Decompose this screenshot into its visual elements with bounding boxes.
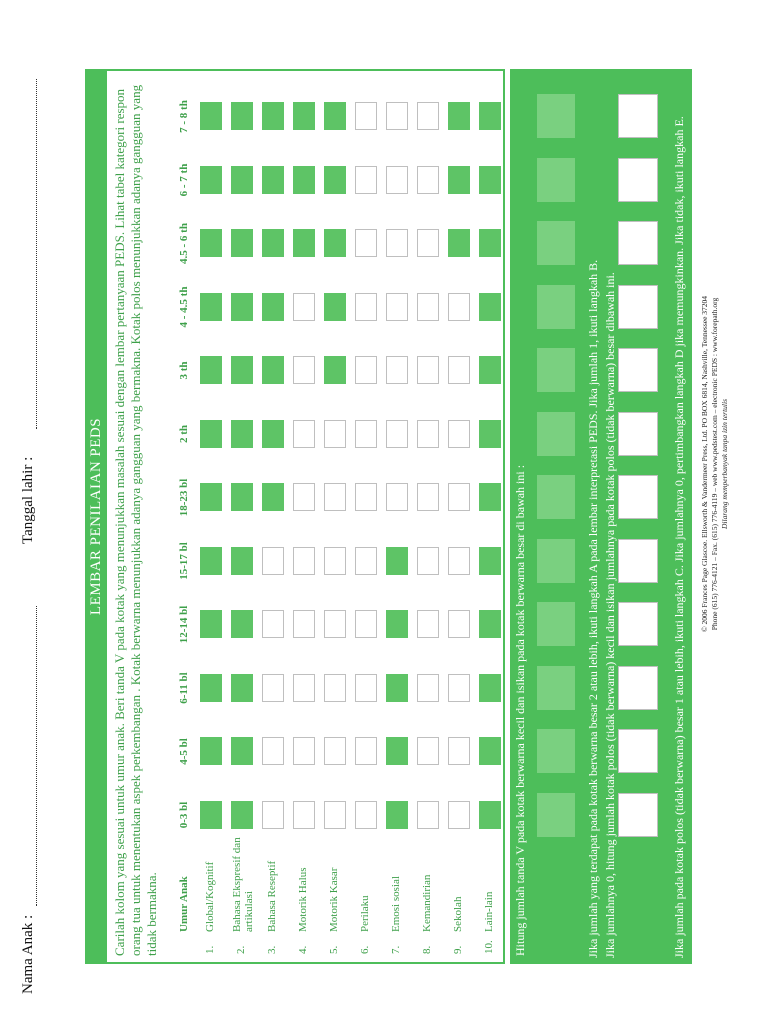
plain-total-box[interactable] [618,349,658,393]
colored-check-box[interactable] [231,103,253,131]
row-label: Kemandirian [421,874,433,932]
colored-check-box[interactable] [200,166,222,194]
plain-total-box[interactable] [618,666,658,710]
colored-check-box[interactable] [231,801,253,829]
age-column-header: 18-23 bl [178,478,190,517]
colored-check-box[interactable] [324,103,346,131]
plain-check-box[interactable] [324,484,346,512]
plain-check-box[interactable] [262,738,284,766]
plain-check-box[interactable] [355,103,377,131]
plain-check-box[interactable] [293,674,315,702]
plain-check-box[interactable] [262,611,284,639]
plain-total-box[interactable] [618,539,658,583]
plain-total-box[interactable] [618,285,658,329]
age-column-header: 4 - 4.5 th [178,286,190,328]
plain-check-box[interactable] [417,611,439,639]
age-column-header: 4.5 - 6 th [178,223,190,264]
row-number: 4. [297,945,309,954]
colored-total-box[interactable] [537,730,575,774]
colored-check-box[interactable] [231,484,253,512]
colored-check-box[interactable] [386,547,408,575]
row-number: 2. [235,945,247,954]
colored-total-box[interactable] [537,539,575,583]
colored-check-box[interactable] [479,611,501,639]
colored-check-box[interactable] [262,484,284,512]
footer-contact: Phone (615) 776-4121 – Fax. (615) 776-4119 – web www.pedstest.com – electronic PEDS : www.forepath.org [710,297,719,631]
colored-check-box[interactable] [231,230,253,258]
colored-check-box[interactable] [293,166,315,194]
plain-check-box[interactable] [386,230,408,258]
plain-total-box[interactable] [618,222,658,266]
plain-check-box[interactable] [355,420,377,448]
plain-check-box[interactable] [355,674,377,702]
colored-check-box[interactable] [262,420,284,448]
plain-total-box[interactable] [618,730,658,774]
plain-total-box[interactable] [618,476,658,520]
row-number: 6. [359,945,371,954]
colored-check-box[interactable] [448,230,470,258]
row-number: 5. [328,945,340,954]
row-label: Bahasa Ekspresif dan artikulasi [231,837,255,932]
plain-check-box[interactable] [448,293,470,321]
plain-check-box[interactable] [293,420,315,448]
colored-check-box[interactable] [200,674,222,702]
plain-check-box[interactable] [355,547,377,575]
plain-check-box[interactable] [386,103,408,131]
age-column-header: 4-5 bl [178,738,190,765]
row-number: 7. [390,945,402,954]
colored-check-box[interactable] [200,357,222,385]
colored-total-box[interactable] [537,793,575,837]
plain-check-box[interactable] [355,357,377,385]
row-label: Emosi sosial [390,876,402,932]
plain-check-box[interactable] [355,230,377,258]
row-label: Motorik Halus [297,867,309,932]
footer [700,164,730,764]
colored-check-box[interactable] [479,801,501,829]
dob-label: Tanggal lahir : [20,456,36,544]
plain-check-box[interactable] [262,547,284,575]
colored-check-box[interactable] [262,230,284,258]
row-label: Sekolah [452,896,464,932]
plain-check-box[interactable] [386,166,408,194]
colored-check-box[interactable] [479,293,501,321]
plain-check-box[interactable] [417,357,439,385]
plain-check-box[interactable] [293,293,315,321]
row-number: 1. [204,945,216,954]
age-column-header: 6-11 bl [178,672,190,704]
colored-check-box[interactable] [231,166,253,194]
step-b-section [666,69,692,964]
step-a-line2: Jika jumlahnya 0, hitung jumlah kotak polos (tidak berwarna) kecil dan isikan jumlahnya pada kotak polos (tidak berwarna) besar dibawah ini. [603,272,617,958]
plain-check-box[interactable] [417,293,439,321]
plain-check-box[interactable] [417,103,439,131]
plain-total-box[interactable] [618,603,658,647]
row-label: Bahasa Reseptif [266,860,278,932]
plain-check-box[interactable] [386,293,408,321]
plain-check-box[interactable] [386,420,408,448]
age-column-header: 7 - 8 th [178,100,190,133]
age-column-header: 6 - 7 th [178,163,190,197]
child-name-label: Nama Anak : [20,914,36,994]
colored-check-box[interactable] [324,230,346,258]
footer-copyright: © 2006 Frances Page Glascoe. Ellsworth & Vandermeer Press, Ltd. PO BOX 6814, Nashville, Tennessee 37204 [700,295,709,633]
plain-check-box[interactable] [417,166,439,194]
colored-check-box[interactable] [231,547,253,575]
plain-check-box[interactable] [417,674,439,702]
age-column-header: 0-3 bl [178,801,190,829]
colored-check-box[interactable] [262,166,284,194]
colored-check-box[interactable] [200,293,222,321]
colored-check-box[interactable] [479,357,501,385]
plain-check-box[interactable] [417,484,439,512]
plain-check-box[interactable] [355,801,377,829]
plain-total-box[interactable] [618,158,658,202]
plain-check-box[interactable] [324,547,346,575]
colored-total-box[interactable] [537,666,575,710]
plain-check-box[interactable] [293,547,315,575]
colored-check-box[interactable] [479,230,501,258]
colored-check-box[interactable] [200,230,222,258]
plain-check-box[interactable] [293,801,315,829]
plain-check-box[interactable] [448,801,470,829]
colored-check-box[interactable] [479,738,501,766]
colored-check-box[interactable] [386,801,408,829]
row-label: Global/Kognitif [204,861,216,932]
plain-check-box[interactable] [448,357,470,385]
colored-check-box[interactable] [448,166,470,194]
plain-check-box[interactable] [355,166,377,194]
plain-check-box[interactable] [417,230,439,258]
row-number: 3. [266,945,278,954]
colored-check-box[interactable] [479,484,501,512]
colored-check-box[interactable] [386,738,408,766]
row-number: 8. [421,945,433,954]
colored-check-box[interactable] [231,674,253,702]
step-b-text: Jika jumlah pada kotak polos (tidak berwarna) besar 1 atau lebih, ikuti langkah C. Jika jumlahnya 0, pertimbangkan langkah D jika memungkinkan. Jika tidak, ikuti langkah E. [672,116,686,958]
plain-check-box[interactable] [417,547,439,575]
plain-check-box[interactable] [448,484,470,512]
colored-total-box[interactable] [537,412,575,456]
colored-total-box[interactable] [537,349,575,393]
colored-check-box[interactable] [293,103,315,131]
colored-check-box[interactable] [262,103,284,131]
colored-check-box[interactable] [479,166,501,194]
colored-check-box[interactable] [386,674,408,702]
colored-total-box[interactable] [537,95,575,139]
colored-check-box[interactable] [200,103,222,131]
plain-check-box[interactable] [448,674,470,702]
row-label: Perilaku [359,895,371,932]
instructions-text: Carilah kolom yang sesuai untuk umur anak. Beri tanda V pada kotak yang menunjukkan masalah sesuai dengan lembar pertanyaan PEDS. Lihat tabel kategori respon orang tua untuk menentukan aspek perkembangan . Kotak berwarna menunjukkan adanya gangguan yang bermakna. Kotak polos menunjukkan adanya gangguan yang tidak bermakna. [112,84,159,956]
colored-total-box[interactable] [537,603,575,647]
colored-check-box[interactable] [479,547,501,575]
age-column-header: 3 th [178,361,190,380]
colored-check-box[interactable] [262,357,284,385]
age-header: Umur Anak [178,876,190,932]
plain-check-box[interactable] [355,611,377,639]
colored-check-box[interactable] [479,674,501,702]
row-label: Motorik Kasar [328,867,340,932]
plain-check-box[interactable] [293,357,315,385]
plain-check-box[interactable] [324,674,346,702]
plain-check-box[interactable] [417,420,439,448]
age-column-header: 12-14 bl [178,605,190,644]
colored-check-box[interactable] [200,547,222,575]
colored-check-box[interactable] [231,420,253,448]
plain-check-box[interactable] [448,547,470,575]
age-column-header: 15-17 bl [178,542,190,580]
row-number: 9. [452,945,464,954]
colored-total-box[interactable] [537,476,575,520]
plain-check-box[interactable] [386,357,408,385]
plain-check-box[interactable] [324,420,346,448]
row-label: Lain-lain [483,891,495,932]
plain-check-box[interactable] [324,801,346,829]
colored-total-box[interactable] [537,158,575,202]
plain-check-box[interactable] [293,484,315,512]
colored-check-box[interactable] [200,611,222,639]
colored-check-box[interactable] [200,420,222,448]
plain-total-box[interactable] [618,95,658,139]
colored-total-box[interactable] [537,222,575,266]
plain-check-box[interactable] [448,611,470,639]
plain-check-box[interactable] [324,738,346,766]
plain-check-box[interactable] [262,801,284,829]
plain-check-box[interactable] [324,611,346,639]
plain-total-box[interactable] [618,412,658,456]
plain-check-box[interactable] [448,738,470,766]
colored-check-box[interactable] [386,611,408,639]
plain-check-box[interactable] [355,738,377,766]
colored-check-box[interactable] [200,484,222,512]
count-instruction: Hitung jumlah tanda V pada kotak berwarna kecil dan isikan pada kotak berwarna besar di bawah ini : [513,464,527,956]
plain-check-box[interactable] [293,738,315,766]
colored-check-box[interactable] [200,738,222,766]
colored-check-box[interactable] [231,357,253,385]
colored-check-box[interactable] [479,420,501,448]
plain-check-box[interactable] [417,801,439,829]
colored-check-box[interactable] [231,738,253,766]
step-a-line1: Jika jumlah yang terdapat pada kotak berwarna besar 2 atau lebih, ikuti langkah A pada lembar interpretasi PEDS. Jika jumlah 1, ikuti langkah B. [586,259,600,958]
footer-notice: Dilarang memperbanyak tanpa izin tertulis [720,399,729,529]
plain-check-box[interactable] [417,738,439,766]
plain-check-box[interactable] [355,484,377,512]
colored-check-box[interactable] [324,166,346,194]
plain-check-box[interactable] [293,611,315,639]
colored-check-box[interactable] [231,293,253,321]
colored-check-box[interactable] [479,103,501,131]
colored-check-box[interactable] [200,801,222,829]
plain-total-box[interactable] [618,793,658,837]
form-title: LEMBAR PENILAIAN PEDS [85,69,107,964]
plain-check-box[interactable] [448,420,470,448]
colored-check-box[interactable] [448,103,470,131]
plain-check-box[interactable] [386,484,408,512]
plain-check-box[interactable] [262,674,284,702]
colored-check-box[interactable] [262,293,284,321]
age-column-header: 2 th [178,424,190,444]
colored-check-box[interactable] [293,230,315,258]
plain-check-box[interactable] [355,293,377,321]
row-number: 10. [483,940,495,954]
colored-check-box[interactable] [324,293,346,321]
colored-check-box[interactable] [324,357,346,385]
colored-check-box[interactable] [231,611,253,639]
colored-total-box[interactable] [537,285,575,329]
